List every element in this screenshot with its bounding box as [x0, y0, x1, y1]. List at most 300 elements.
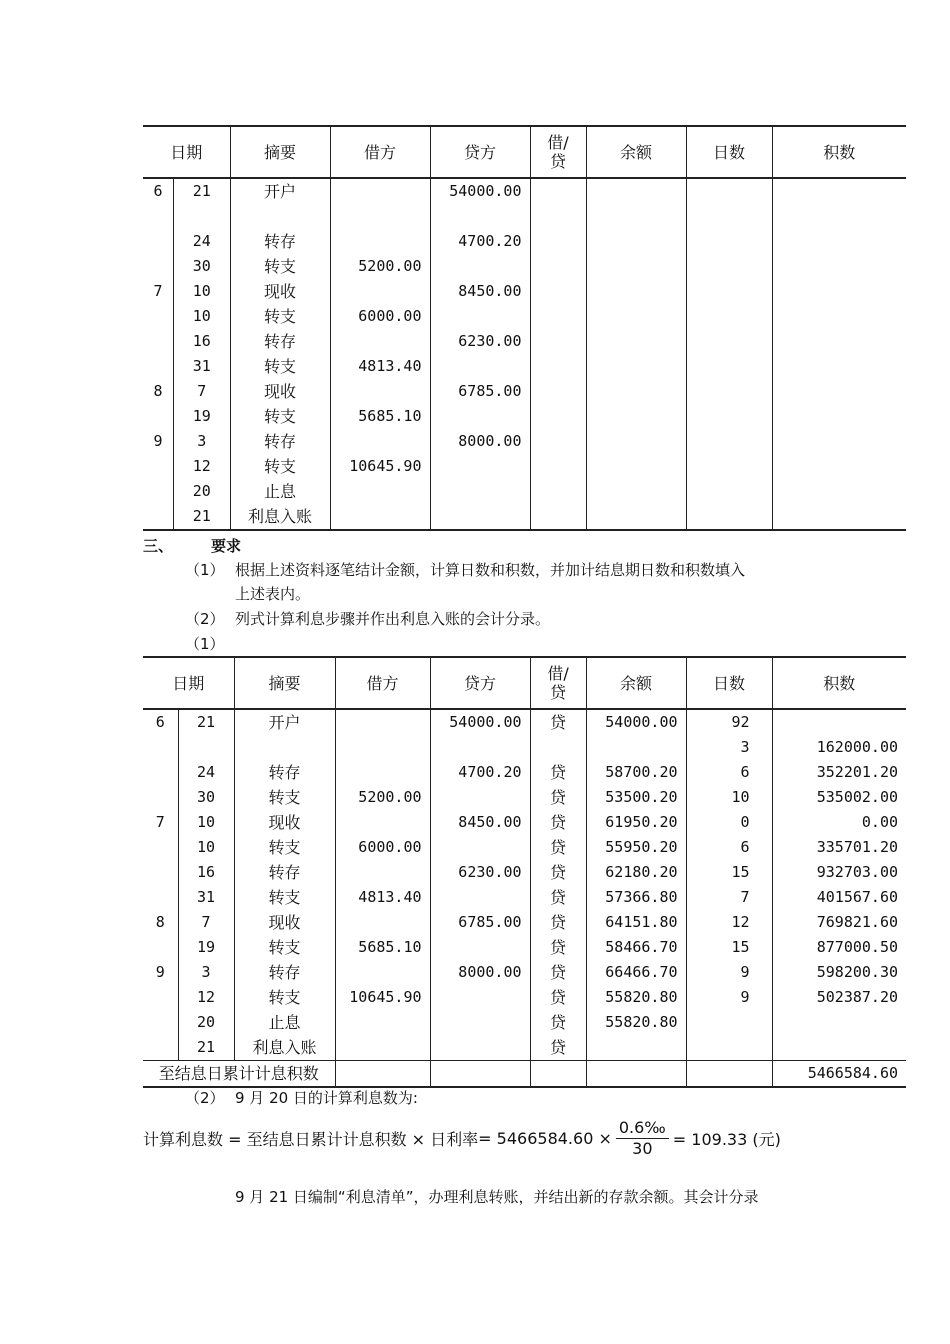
cell-day: 20 — [192, 482, 211, 500]
cell-balance: 62180.20 — [586, 860, 686, 885]
requirement-1-number: （1） — [185, 561, 225, 579]
table-row — [143, 810, 906, 835]
cell-product: 401567.60 — [772, 885, 906, 910]
cell-day — [174, 204, 230, 229]
answer-1-label: （1） — [185, 635, 225, 653]
cell-days: 7 — [686, 885, 772, 910]
cell-product: 877000.50 — [772, 935, 906, 960]
table-row — [143, 354, 906, 379]
cell-days — [686, 354, 772, 379]
header-product: 积数 — [772, 126, 906, 178]
cell-debit: 5200.00 — [335, 785, 430, 810]
cell-summary: 开户 — [234, 709, 335, 735]
cell-days: 0 — [686, 810, 772, 835]
cell-debit — [330, 279, 430, 304]
cell-days — [686, 1035, 772, 1061]
cell-credit — [430, 935, 530, 960]
cell-product: 932703.00 — [772, 860, 906, 885]
cell-month — [143, 785, 178, 810]
answer-2-number: （2） — [185, 1089, 225, 1107]
cell-month: 6 — [155, 713, 165, 731]
cell-day — [178, 735, 234, 760]
cell-debit — [335, 760, 430, 785]
cell-date — [143, 379, 230, 404]
cell-debit-credit — [530, 735, 586, 760]
cell-debit: 4813.40 — [330, 354, 430, 379]
cell-debit-credit: 贷 — [530, 785, 586, 810]
cell-day: 21 — [192, 182, 211, 200]
cell-days — [686, 178, 772, 204]
cell-product: 769821.60 — [772, 910, 906, 935]
cell-balance — [586, 304, 686, 329]
header-debit: 借方 — [335, 657, 430, 709]
cell-summary: 转存 — [230, 229, 330, 254]
cell-days — [686, 379, 772, 404]
cell-debit — [335, 1035, 430, 1061]
cell-day: 24 — [178, 760, 234, 785]
cell-product — [772, 329, 906, 354]
cell-summary: 转支 — [234, 835, 335, 860]
cell-summary: 转支 — [234, 935, 335, 960]
cell-summary: 转支 — [234, 885, 335, 910]
cell-days: 10 — [686, 785, 772, 810]
cell-balance: 53500.20 — [586, 785, 686, 810]
cell-debit-credit: 贷 — [530, 1035, 586, 1061]
cell-days — [686, 304, 772, 329]
cell-month — [143, 329, 174, 354]
table-row — [143, 785, 906, 810]
cell-product: 352201.20 — [772, 760, 906, 785]
cell-month — [143, 760, 178, 785]
cell-month — [143, 885, 178, 910]
cell-balance — [586, 204, 686, 229]
table-row — [143, 254, 906, 279]
cell-product — [772, 1035, 906, 1061]
cell-summary: 转支 — [234, 985, 335, 1010]
cell-date — [143, 404, 230, 429]
cell-balance — [586, 279, 686, 304]
cell-debit — [330, 178, 430, 204]
cell-day: 7 — [178, 910, 234, 935]
closing-text: 9 月 21 日编制“利息清单”，办理利息转账，并结出新的存款余额。其会计分录 — [235, 1188, 759, 1206]
cell-debit — [335, 735, 430, 760]
cell-debit — [330, 429, 430, 454]
header-date: 日期 — [143, 126, 230, 178]
cell-credit: 6230.00 — [430, 860, 530, 885]
cell-balance: 55950.20 — [586, 835, 686, 860]
cell-debit: 6000.00 — [330, 304, 430, 329]
header-dc-line2: 贷 — [549, 152, 566, 171]
header-balance: 余额 — [586, 126, 686, 178]
cell-debit-credit — [530, 229, 586, 254]
cell-debit: 5685.10 — [330, 404, 430, 429]
cell-product: 0.00 — [772, 810, 906, 835]
formula-right: = 109.33 (元) — [672, 1130, 781, 1149]
header-dc-line1: 借/ — [547, 133, 569, 152]
cell-days — [686, 479, 772, 504]
cell-debit-credit: 贷 — [530, 835, 586, 860]
cell-credit: 54000.00 — [430, 709, 530, 735]
cell-month: 9 — [143, 429, 174, 454]
table-row — [143, 860, 906, 885]
cell-debit — [335, 960, 430, 985]
cell-balance — [586, 178, 686, 204]
cell-month — [143, 304, 174, 329]
cell-product — [772, 429, 906, 454]
cell-credit — [430, 254, 530, 279]
cell-debit — [335, 860, 430, 885]
cell-month: 7 — [155, 813, 165, 831]
cell-debit-credit — [530, 279, 586, 304]
cell-credit — [430, 785, 530, 810]
table-row — [143, 960, 906, 985]
cell-product — [772, 709, 906, 735]
cell-month: 8 — [155, 913, 165, 931]
table-row — [143, 760, 906, 785]
table-header-row — [143, 126, 906, 178]
table-row — [143, 735, 906, 760]
total-empty-cell — [335, 1061, 430, 1088]
cell-debit — [330, 229, 430, 254]
cell-days: 9 — [686, 985, 772, 1010]
cell-debit-credit — [530, 254, 586, 279]
cell-days — [686, 279, 772, 304]
cell-product: 598200.30 — [772, 960, 906, 985]
table-row — [143, 1010, 906, 1035]
header-debit: 借方 — [330, 126, 430, 178]
cell-credit — [430, 404, 530, 429]
cell-product — [772, 454, 906, 479]
formula-mid: = 5466584.60 × — [478, 1129, 612, 1148]
cell-credit: 8450.00 — [430, 810, 530, 835]
header-balance: 余额 — [586, 657, 686, 709]
cell-day: 24 — [192, 232, 211, 250]
total-empty-cell — [686, 1061, 772, 1088]
cell-summary: 止息 — [230, 479, 330, 504]
cell-month: 8 — [143, 379, 174, 404]
cell-day: 3 — [197, 432, 207, 450]
cell-month — [143, 735, 178, 760]
cell-credit: 6785.00 — [430, 379, 530, 404]
cell-balance — [586, 354, 686, 379]
cell-debit-credit: 贷 — [530, 960, 586, 985]
cell-product — [772, 404, 906, 429]
formula-left: 计算利息数 = 至结息日累计计息积数 × 日利率 — [143, 1130, 479, 1149]
table-row — [143, 404, 906, 429]
cell-debit-credit: 贷 — [530, 885, 586, 910]
cell-month — [143, 1035, 178, 1061]
requirement-2-number: （2） — [185, 610, 225, 628]
cell-credit: 8000.00 — [430, 429, 530, 454]
cell-product: 502387.20 — [772, 985, 906, 1010]
section-number: 三、 — [143, 537, 174, 555]
cell-credit: 54000.00 — [430, 178, 530, 204]
cell-month — [143, 354, 174, 379]
cell-debit — [330, 504, 430, 530]
header-product: 积数 — [772, 657, 906, 709]
cell-balance: 55820.80 — [586, 985, 686, 1010]
formula-fraction — [616, 1118, 669, 1159]
cell-balance: 57366.80 — [586, 885, 686, 910]
cell-date — [143, 479, 230, 504]
table-row — [143, 379, 906, 404]
cell-debit — [330, 379, 430, 404]
table-row — [143, 504, 906, 530]
cell-date — [143, 329, 230, 354]
cell-balance: 61950.20 — [586, 810, 686, 835]
cell-summary: 转存 — [230, 429, 330, 454]
cell-day: 31 — [192, 357, 211, 375]
ledger-table-answer — [143, 656, 906, 1088]
cell-credit: 6230.00 — [430, 329, 530, 354]
cell-credit — [430, 1010, 530, 1035]
cell-date — [143, 204, 230, 229]
cell-day: 19 — [178, 935, 234, 960]
interest-formula — [143, 1118, 781, 1159]
cell-summary: 开户 — [230, 178, 330, 204]
table-row — [143, 985, 906, 1010]
cell-month — [143, 229, 174, 254]
cell-debit-credit — [530, 379, 586, 404]
cell-days: 3 — [686, 735, 772, 760]
cell-date — [143, 254, 230, 279]
cell-credit — [430, 835, 530, 860]
cell-debit-credit: 贷 — [530, 860, 586, 885]
header-credit: 贷方 — [430, 657, 530, 709]
cell-day: 3 — [178, 960, 234, 985]
table-row — [143, 229, 906, 254]
cell-balance: 66466.70 — [586, 960, 686, 985]
table-row — [143, 279, 906, 304]
cell-balance — [586, 479, 686, 504]
cell-summary: 转存 — [234, 760, 335, 785]
cell-product — [772, 479, 906, 504]
cell-summary: 转支 — [230, 454, 330, 479]
cell-debit-credit — [530, 404, 586, 429]
table-row — [143, 304, 906, 329]
cell-date — [143, 429, 230, 454]
cell-summary: 转支 — [230, 354, 330, 379]
header-summary: 摘要 — [234, 657, 335, 709]
cell-credit — [430, 304, 530, 329]
cell-day: 10 — [178, 835, 234, 860]
requirement-1-text: 根据上述资料逐笔结计金额，计算日数和积数，并加计结息期日数和积数填入 — [235, 561, 746, 579]
table-row — [143, 935, 906, 960]
fraction-numerator: 0.6‰ — [616, 1118, 669, 1139]
cell-debit-credit — [530, 454, 586, 479]
cell-debit-credit: 贷 — [530, 935, 586, 960]
cell-credit — [430, 735, 530, 760]
table-row — [143, 1035, 906, 1061]
cell-days: 6 — [686, 760, 772, 785]
cell-credit — [430, 204, 530, 229]
header-debit-credit — [530, 657, 586, 709]
header-credit: 贷方 — [430, 126, 530, 178]
cell-date — [143, 229, 230, 254]
cell-days — [686, 204, 772, 229]
cell-balance — [586, 329, 686, 354]
cell-credit — [430, 885, 530, 910]
cell-days — [686, 329, 772, 354]
table-row — [143, 709, 906, 735]
total-value: 5466584.60 — [772, 1061, 906, 1088]
cell-balance: 64151.80 — [586, 910, 686, 935]
cell-days: 92 — [686, 709, 772, 735]
cell-day: 19 — [192, 407, 211, 425]
table-row — [143, 835, 906, 860]
cell-debit: 10645.90 — [330, 454, 430, 479]
cell-days: 9 — [686, 960, 772, 985]
cell-date — [143, 279, 230, 304]
cell-day: 7 — [197, 382, 207, 400]
cell-days: 6 — [686, 835, 772, 860]
section-title: 要求 — [211, 537, 242, 555]
cell-debit — [335, 910, 430, 935]
cell-month: 7 — [143, 279, 174, 304]
cell-debit: 5685.10 — [335, 935, 430, 960]
cell-debit-credit — [530, 504, 586, 530]
cell-product: 335701.20 — [772, 835, 906, 860]
cell-debit-credit — [530, 354, 586, 379]
cell-days — [686, 404, 772, 429]
cell-credit: 4700.20 — [430, 229, 530, 254]
cell-days: 15 — [686, 935, 772, 960]
cell-product — [772, 204, 906, 229]
cell-product — [772, 229, 906, 254]
cell-month: 6 — [143, 179, 174, 204]
header-days: 日数 — [686, 657, 772, 709]
cell-credit: 8000.00 — [430, 960, 530, 985]
cell-balance — [586, 379, 686, 404]
cell-month — [143, 985, 178, 1010]
cell-month — [143, 454, 174, 479]
cell-balance — [586, 404, 686, 429]
fraction-denominator: 30 — [632, 1139, 653, 1158]
cell-month — [143, 1010, 178, 1035]
header-days: 日数 — [686, 126, 772, 178]
cell-debit-credit — [530, 178, 586, 204]
cell-summary: 现收 — [230, 379, 330, 404]
cell-debit-credit: 贷 — [530, 985, 586, 1010]
cell-debit-credit: 贷 — [530, 810, 586, 835]
cell-debit — [335, 1010, 430, 1035]
cell-days: 12 — [686, 910, 772, 935]
cell-month — [143, 504, 174, 529]
cell-month — [143, 204, 174, 229]
cell-month — [143, 479, 174, 504]
requirement-2-text: 列式计算利息步骤并作出利息入账的会计分录。 — [235, 610, 551, 628]
cell-summary — [230, 204, 330, 229]
cell-summary: 转支 — [234, 785, 335, 810]
ledger-table-original — [143, 125, 906, 531]
cell-product — [772, 304, 906, 329]
cell-summary: 利息入账 — [234, 1035, 335, 1061]
requirement-1-text-cont: 上述表内。 — [235, 585, 311, 603]
cell-debit-credit — [530, 304, 586, 329]
header-debit-credit — [530, 126, 586, 178]
cell-debit — [330, 329, 430, 354]
cell-debit — [335, 709, 430, 735]
cell-day: 21 — [192, 507, 211, 525]
cell-summary — [234, 735, 335, 760]
cell-summary: 现收 — [234, 810, 335, 835]
cell-balance — [586, 254, 686, 279]
cell-day: 30 — [192, 257, 211, 275]
cell-balance — [586, 229, 686, 254]
cell-summary: 止息 — [234, 1010, 335, 1035]
cell-balance: 58700.20 — [586, 760, 686, 785]
cell-credit — [430, 479, 530, 504]
cell-date — [143, 454, 230, 479]
cell-month — [143, 935, 178, 960]
total-empty-cell — [530, 1061, 586, 1088]
cell-day: 10 — [192, 282, 211, 300]
cell-product — [772, 254, 906, 279]
cell-month: 9 — [155, 963, 165, 981]
cell-month — [143, 404, 174, 429]
cell-month — [143, 860, 178, 885]
cell-days: 15 — [686, 860, 772, 885]
cell-date — [143, 354, 230, 379]
cell-summary: 转支 — [230, 404, 330, 429]
total-row — [143, 1061, 906, 1088]
table-row — [143, 479, 906, 504]
cell-balance — [586, 1035, 686, 1061]
cell-debit-credit — [530, 429, 586, 454]
cell-credit — [430, 985, 530, 1010]
cell-day: 12 — [178, 985, 234, 1010]
cell-credit: 8450.00 — [430, 279, 530, 304]
table-row — [143, 204, 906, 229]
cell-day: 20 — [178, 1010, 234, 1035]
total-label: 至结息日累计计息积数 — [143, 1061, 335, 1088]
cell-product: 535002.00 — [772, 785, 906, 810]
cell-date — [143, 304, 230, 329]
cell-date — [143, 178, 230, 204]
cell-days — [686, 504, 772, 530]
table-row — [143, 178, 906, 204]
table-row — [143, 429, 906, 454]
cell-debit: 10645.90 — [335, 985, 430, 1010]
cell-date — [143, 504, 230, 530]
cell-summary: 转支 — [230, 254, 330, 279]
cell-debit-credit: 贷 — [530, 760, 586, 785]
cell-debit — [330, 479, 430, 504]
table-row — [143, 885, 906, 910]
cell-credit — [430, 354, 530, 379]
cell-month — [143, 254, 174, 279]
cell-balance — [586, 454, 686, 479]
table-row — [143, 454, 906, 479]
cell-summary: 转支 — [230, 304, 330, 329]
cell-summary: 转存 — [234, 860, 335, 885]
cell-credit: 4700.20 — [430, 760, 530, 785]
cell-balance: 54000.00 — [586, 709, 686, 735]
cell-balance: 58466.70 — [586, 935, 686, 960]
total-empty-cell — [586, 1061, 686, 1088]
cell-summary: 利息入账 — [230, 504, 330, 530]
table-row — [143, 329, 906, 354]
cell-days — [686, 429, 772, 454]
table-header-row — [143, 657, 906, 709]
cell-days — [686, 454, 772, 479]
cell-balance: 55820.80 — [586, 1010, 686, 1035]
cell-days — [686, 254, 772, 279]
cell-product — [772, 354, 906, 379]
header-summary: 摘要 — [230, 126, 330, 178]
cell-day: 10 — [192, 307, 211, 325]
cell-day: 31 — [178, 885, 234, 910]
